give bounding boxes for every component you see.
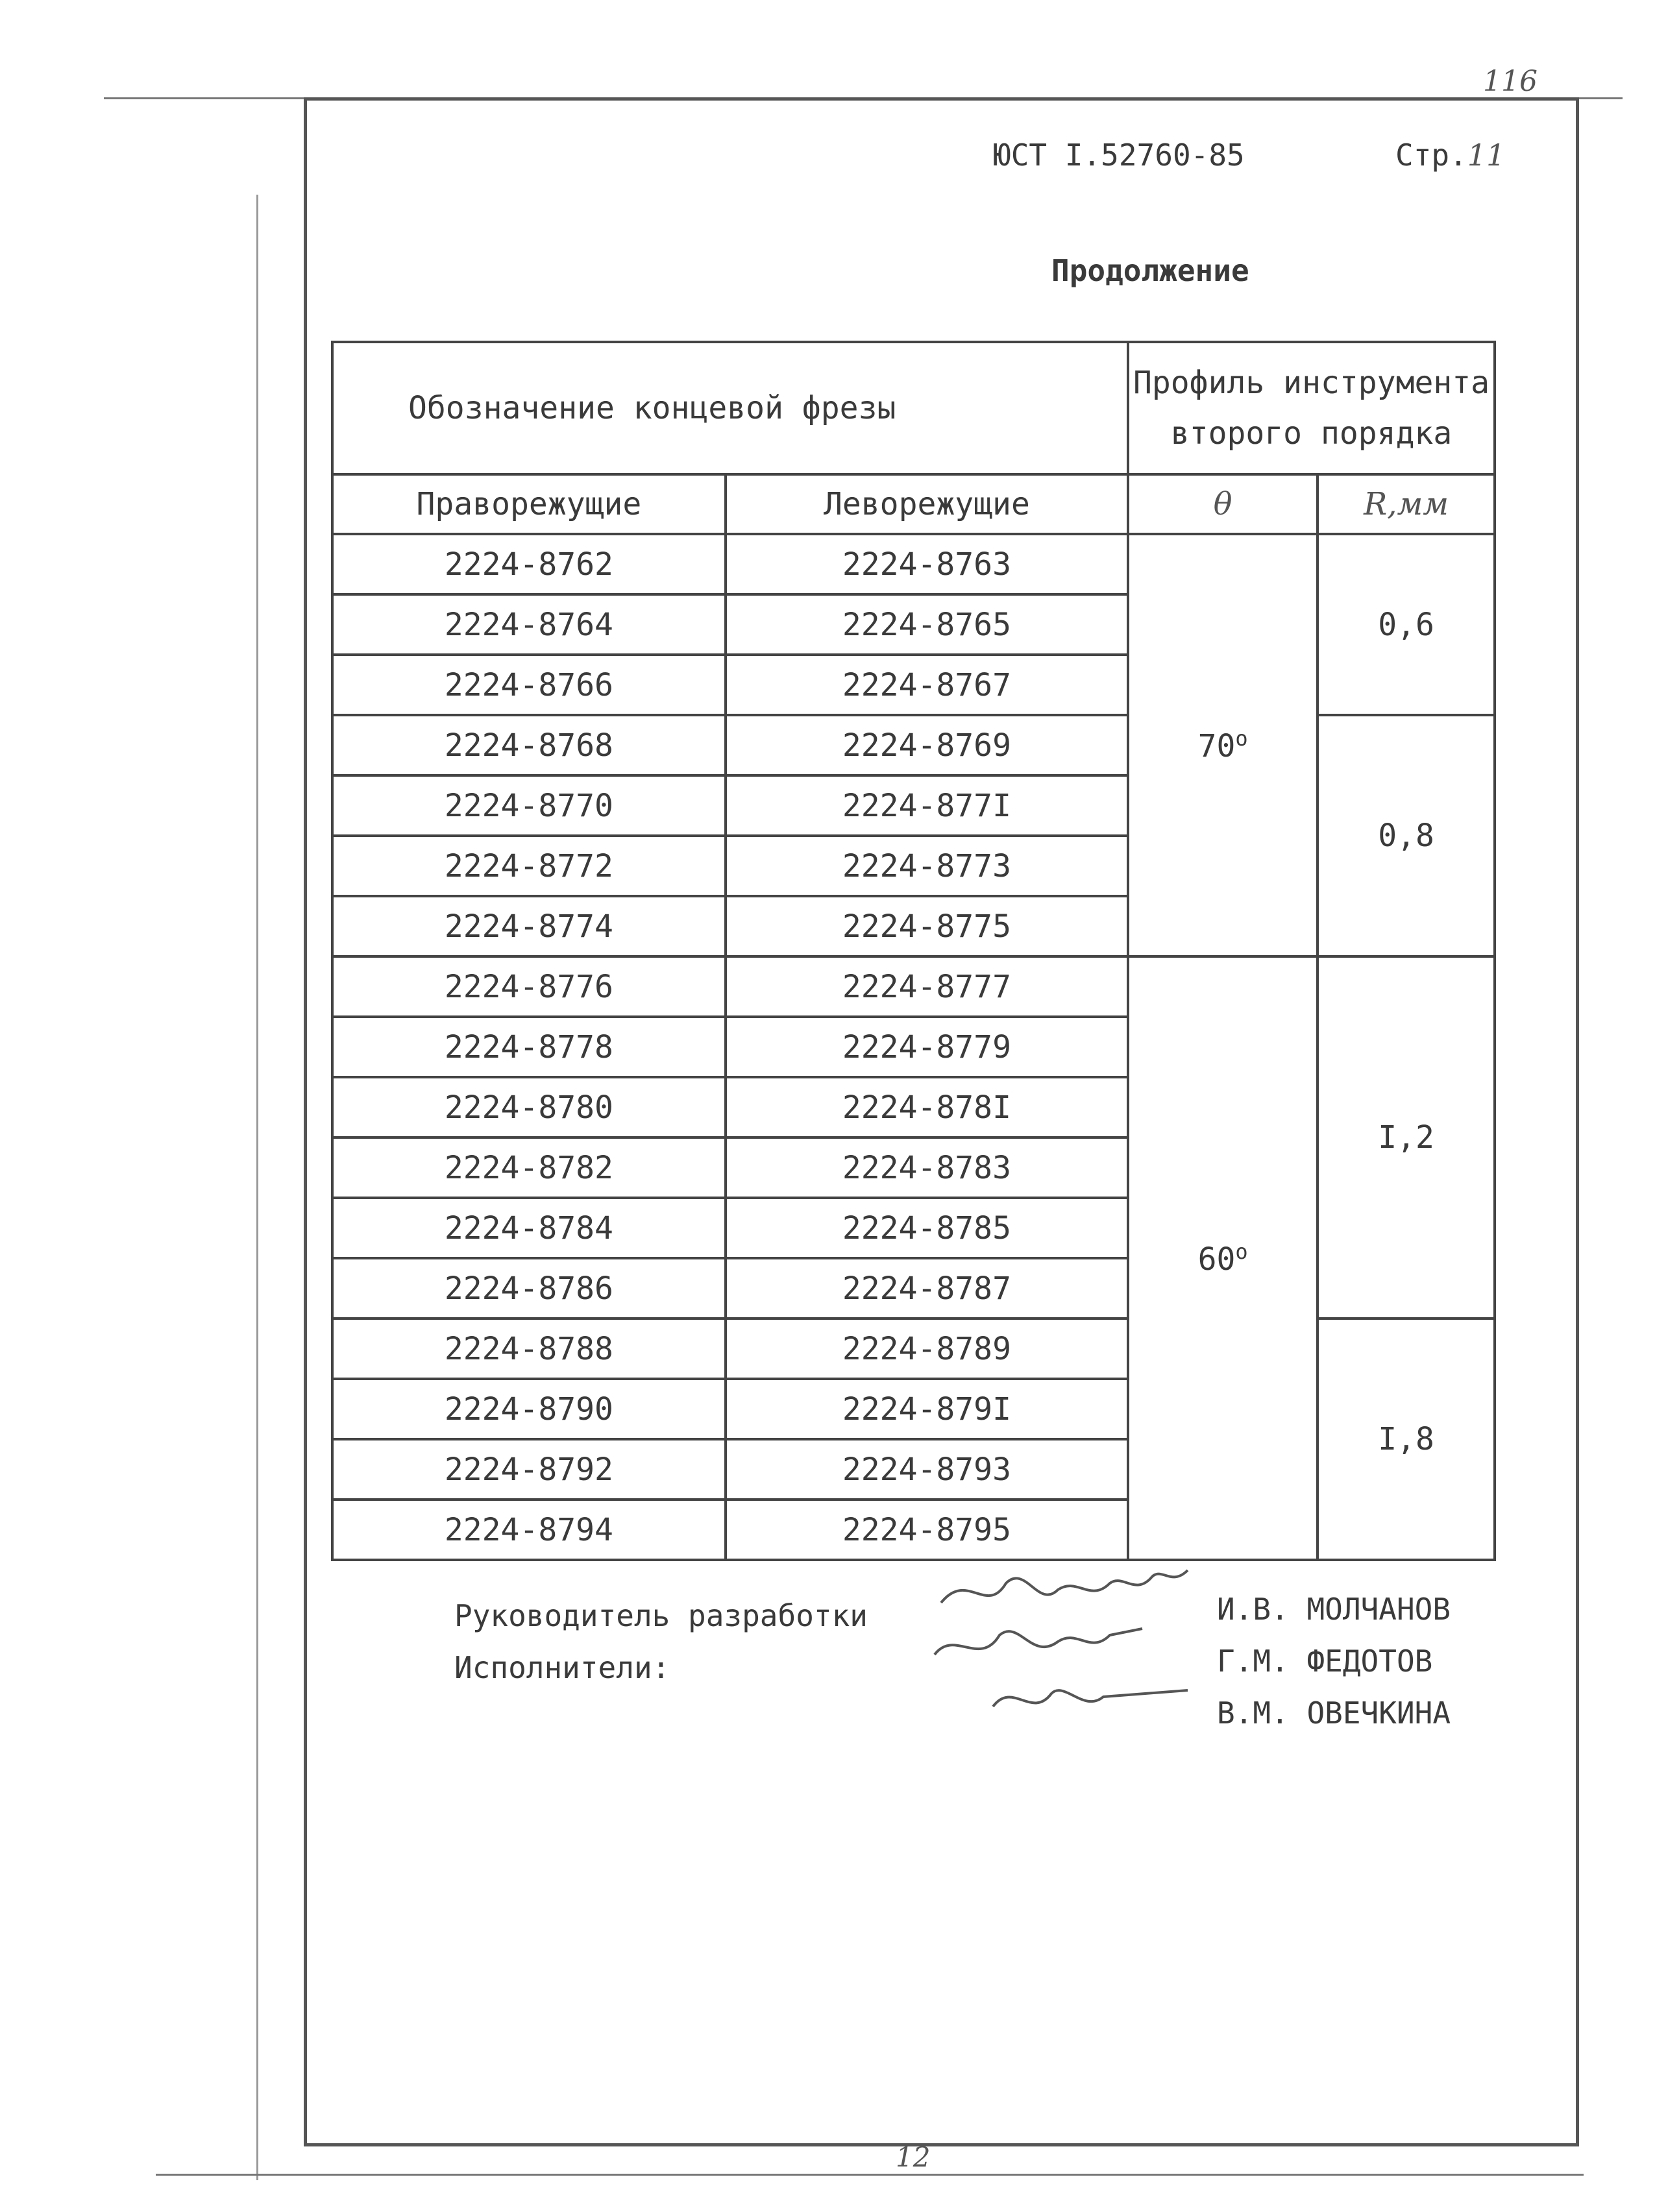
left-hand-code: 2224-879I [726,1379,1128,1439]
left-hand-code: 2224-8763 [726,534,1128,594]
right-hand-code: 2224-8772 [332,836,726,896]
theta-value: 60 [1197,1241,1236,1278]
left-hand-code: 2224-8773 [726,836,1128,896]
right-hand-code: 2224-8770 [332,775,726,836]
left-hand-code: 2224-8765 [726,594,1128,655]
right-hand-code: 2224-8774 [332,896,726,956]
right-hand-code: 2224-8786 [332,1258,726,1319]
right-hand-code: 2224-8764 [332,594,726,655]
page-label [1395,138,1505,173]
radius-value-group-3: I,2 [1318,956,1495,1319]
continuation-title: Продолжение [1051,253,1249,288]
executors-label: Исполнители: [454,1650,670,1685]
radius-value-group-2: 0,8 [1318,715,1495,956]
header-cutter-designation: Обозначение концевой фрезы [332,342,1128,474]
lead-developer-label: Руководитель разработки [454,1598,868,1633]
left-hand-code: 2224-8785 [726,1198,1128,1258]
radius-value-group-4: I,8 [1318,1319,1495,1560]
left-hand-code: 2224-8789 [726,1319,1128,1379]
right-hand-code: 2224-8782 [332,1137,726,1198]
handwritten-signatures [928,1557,1207,1752]
right-hand-code: 2224-8762 [332,534,726,594]
left-hand-code: 2224-8787 [726,1258,1128,1319]
corner-page-number: 116 [1483,65,1538,98]
left-hand-code: 2224-8769 [726,715,1128,775]
signer-name: И.В. МОЛЧАНОВ [1217,1592,1451,1627]
right-hand-code: 2224-8768 [332,715,726,775]
left-hand-code: 2224-8779 [726,1017,1128,1077]
degree-mark: o [1235,726,1248,751]
table-row [332,534,1495,594]
right-hand-code: 2224-8776 [332,956,726,1017]
right-hand-code: 2224-8766 [332,655,726,715]
signature-scribbles [928,1557,1207,1752]
left-hand-code: 2224-8793 [726,1439,1128,1500]
table-row [332,956,1495,1017]
right-hand-code: 2224-8778 [332,1017,726,1077]
header-tool-profile-line1: Профиль инструмента [1133,365,1490,401]
header-theta: θ [1128,474,1318,534]
theta-value: 70 [1197,728,1236,764]
header-radius: R,мм [1318,474,1495,534]
header-left-hand: Леворежущие [726,474,1128,534]
radius-value-group-1: 0,6 [1318,534,1495,715]
left-hand-code: 2224-8777 [726,956,1128,1017]
right-hand-code: 2224-8794 [332,1500,726,1560]
signer-name: Г.М. ФЕДОТОВ [1217,1644,1433,1679]
bottom-page-number: 12 [896,2141,931,2173]
signer-name: В.М. ОВЕЧКИНА [1217,1695,1451,1731]
cutter-table [331,341,1496,1561]
theta-value-group-2 [1128,956,1318,1560]
bottom-rule [156,2174,1584,2176]
page-label-text: Стр. [1395,138,1467,173]
header-tool-profile [1128,342,1495,474]
page-number-handwritten: 11 [1467,138,1506,173]
right-hand-code: 2224-8784 [332,1198,726,1258]
header-tool-profile-line2: второго порядка [1170,415,1453,452]
header-right-hand: Праворежущие [332,474,726,534]
right-hand-code: 2224-8788 [332,1319,726,1379]
document-code: ЮСТ I.52760-85 [993,138,1245,173]
left-hand-code: 2224-878I [726,1077,1128,1137]
table-row [332,1319,1495,1379]
left-hand-code: 2224-8775 [726,896,1128,956]
left-hand-code: 2224-8767 [726,655,1128,715]
signers-block [454,1590,868,1694]
right-hand-code: 2224-8780 [332,1077,726,1137]
degree-mark: o [1235,1239,1248,1264]
left-hand-code: 2224-8783 [726,1137,1128,1198]
theta-value-group-1 [1128,534,1318,956]
left-hand-code: 2224-8795 [726,1500,1128,1560]
signer-names [1217,1583,1451,1739]
left-hand-code: 2224-877I [726,775,1128,836]
table-row [332,715,1495,775]
right-hand-code: 2224-8790 [332,1379,726,1439]
left-margin-rule [256,195,258,2180]
right-hand-code: 2224-8792 [332,1439,726,1500]
